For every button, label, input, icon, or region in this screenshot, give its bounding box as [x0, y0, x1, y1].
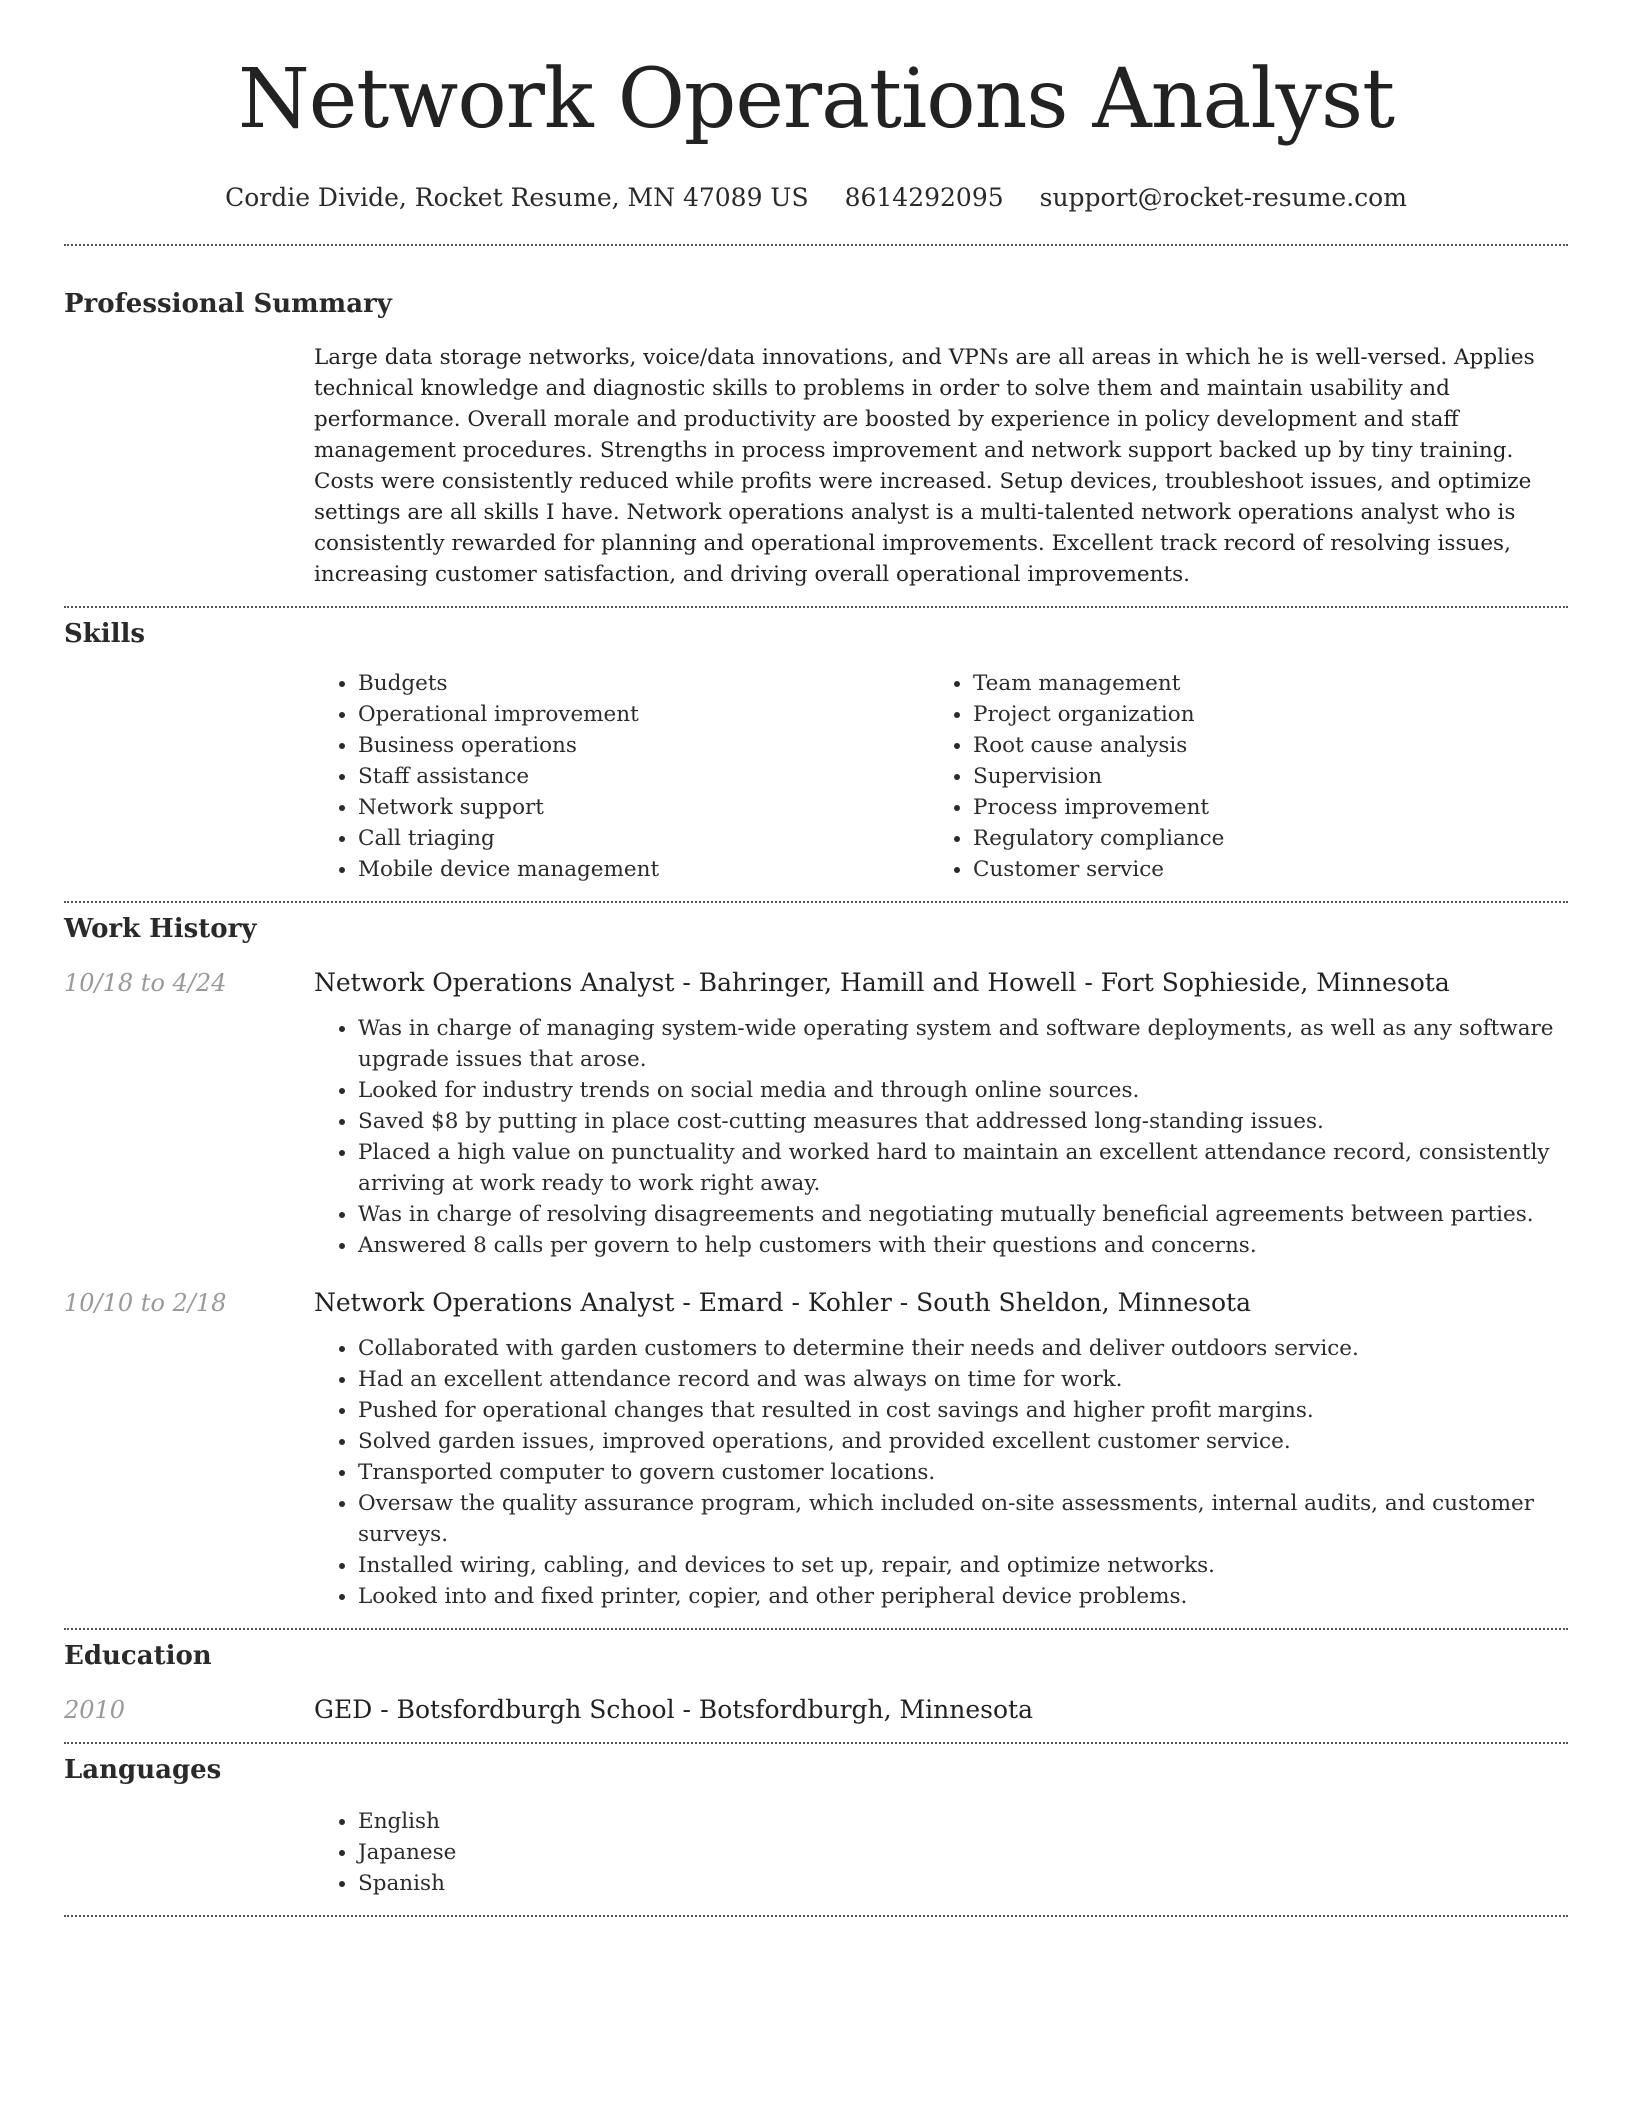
summary-title: Professional Summary [64, 289, 392, 319]
languages-list [314, 1806, 1568, 1899]
list-item: • Placed a high value on punctuality and worked hard to maintain an excellent attendance record, consistently arriving at work ready to work right away. [358, 1137, 1568, 1199]
contact-address: Cordie Divide, Rocket Resume, MN 47089 US [225, 183, 809, 212]
skill-item: • Mobile device management [358, 854, 929, 885]
job-heading: Network Operations Analyst - Bahringer, Hamill and Howell - Fort Sophieside, Minnesota [314, 968, 1450, 997]
education-title: Education [64, 1641, 212, 1671]
job-date: 10/18 to 4/24 [64, 969, 227, 997]
languages-title: Languages [64, 1755, 222, 1785]
list-item: • Transported computer to govern customer locations. [358, 1457, 1568, 1488]
page-title: Network Operations Analyst [237, 52, 1395, 147]
skills-title: Skills [64, 619, 146, 649]
education-heading: GED - Botsfordburgh School - Botsfordburgh, Minnesota [314, 1695, 1033, 1724]
list-item: • Was in charge of resolving disagreements and negotiating mutually beneficial agreements between parties. [358, 1199, 1568, 1230]
skill-item: • Call triaging [358, 823, 929, 854]
education-section [64, 1630, 1568, 1742]
list-item: • Oversaw the quality assurance program, which included on-site assessments, internal audits, and customer surveys. [358, 1488, 1568, 1550]
list-item: • Solved garden issues, improved operations, and provided excellent customer service. [358, 1426, 1568, 1457]
skills-list-right [929, 668, 1544, 885]
job-entry [64, 967, 1568, 1261]
skill-item: • Regulatory compliance [973, 823, 1544, 854]
work-history-title: Work History [64, 914, 257, 944]
contact-email: support@rocket-resume.com [1039, 183, 1407, 212]
list-item: • Was in charge of managing system-wide operating system and software deployments, as well as any software upgrade issues that arose. [358, 1013, 1568, 1075]
list-item: • Answered 8 calls per govern to help customers with their questions and concerns. [358, 1230, 1568, 1261]
language-item: • Spanish [358, 1868, 1568, 1899]
summary-text: Large data storage networks, voice/data innovations, and VPNs are all areas in which he is well-versed. Applies technical knowledge and diagnostic skills to problems in order to solve them and maintain usability and performance. Overall morale and productivity are boosted by experience in policy development and staff management procedures. Strengths in process improvement and network support backed up by tiny training. Costs were consistently reduced while profits were increased. Setup devices, troubleshoot issues, and optimize settings are all skills I have. Network operations analyst is a multi-talented network operations analyst who is consistently rewarded for planning and operational improvements. Excellent track record of resolving issues, increasing customer satisfaction, and driving overall operational improvements. [314, 345, 1535, 587]
list-item: • Looked into and fixed printer, copier, and other peripheral device problems. [358, 1581, 1568, 1612]
education-date: 2010 [64, 1696, 126, 1724]
skill-item: • Project organization [973, 699, 1544, 730]
list-item: • Had an excellent attendance record and was always on time for work. [358, 1364, 1568, 1395]
resume-header [64, 0, 1568, 214]
list-item: • Saved $8 by putting in place cost-cutting measures that addressed long-standing issues. [358, 1106, 1568, 1137]
skill-item: • Staff assistance [358, 761, 929, 792]
language-item: • English [358, 1806, 1568, 1837]
language-item: • Japanese [358, 1837, 1568, 1868]
skills-section [64, 608, 1568, 901]
education-entry [64, 1694, 1568, 1726]
contact-line [64, 182, 1568, 214]
job-bullets [314, 1013, 1568, 1261]
list-item: • Installed wiring, cabling, and devices to set up, repair, and optimize networks. [358, 1550, 1568, 1581]
list-item: • Pushed for operational changes that resulted in cost savings and higher profit margins. [358, 1395, 1568, 1426]
work-history-section [64, 903, 1568, 1628]
list-item: • Looked for industry trends on social media and through online sources. [358, 1075, 1568, 1106]
job-entry [64, 1287, 1568, 1612]
skills-list-left [314, 668, 929, 885]
job-details [314, 967, 1568, 1261]
job-date: 10/10 to 2/18 [64, 1289, 227, 1317]
skill-item: • Budgets [358, 668, 929, 699]
list-item: • Collaborated with garden customers to determine their needs and deliver outdoors service. [358, 1333, 1568, 1364]
skill-item: • Supervision [973, 761, 1544, 792]
skill-item: • Business operations [358, 730, 929, 761]
job-bullets [314, 1333, 1568, 1612]
contact-phone: 8614292095 [844, 183, 1004, 212]
job-details [314, 1287, 1568, 1612]
skill-item: • Customer service [973, 854, 1544, 885]
skill-item: • Network support [358, 792, 929, 823]
skills-grid [314, 668, 1568, 885]
skill-item: • Process improvement [973, 792, 1544, 823]
skill-item: • Root cause analysis [973, 730, 1544, 761]
divider [64, 1915, 1568, 1917]
job-heading: Network Operations Analyst - Emard - Kohler - South Sheldon, Minnesota [314, 1288, 1251, 1317]
skill-item: • Team management [973, 668, 1544, 699]
summary-section [64, 246, 1568, 606]
skill-item: • Operational improvement [358, 699, 929, 730]
languages-section [64, 1744, 1568, 1915]
